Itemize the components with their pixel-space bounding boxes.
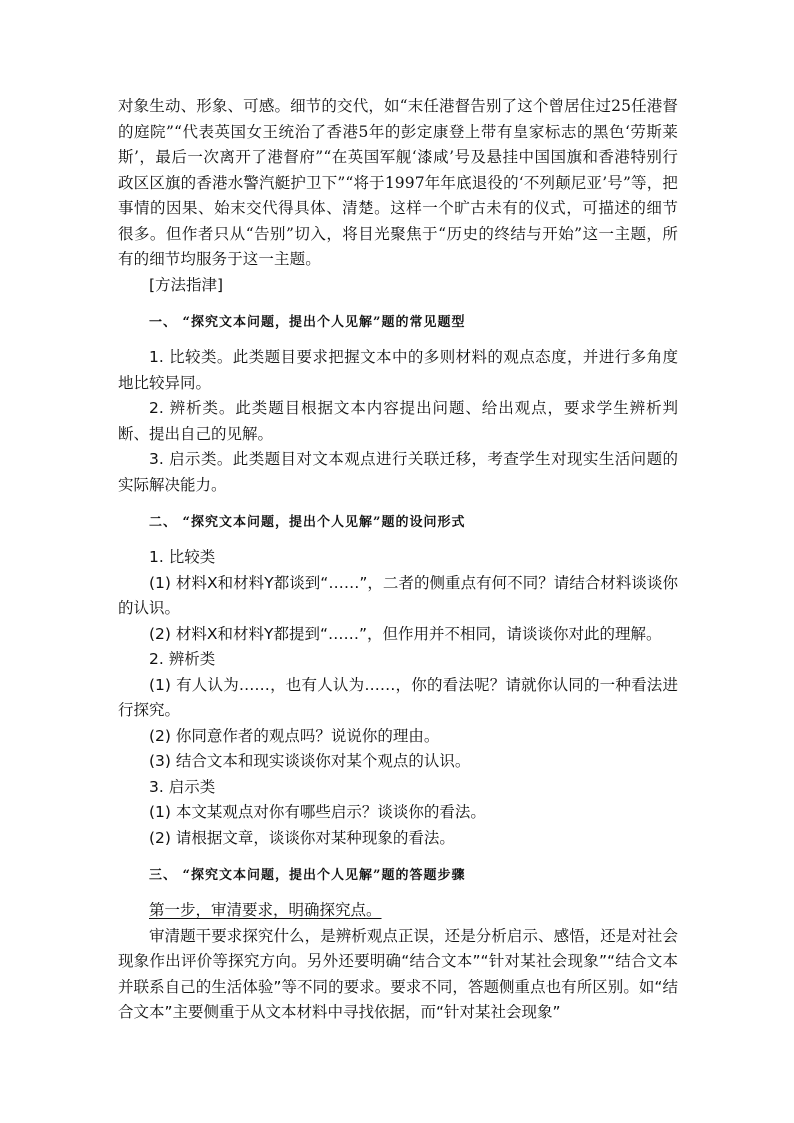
section2-line: (1) 材料X和材料Y都谈到“……”，二者的侧重点有何不同？请结合材料谈谈你的认识。 [118, 573, 678, 617]
document-content [118, 94, 678, 1026]
section2-line: (2) 请根据文章，谈谈你对某种现象的看法。 [149, 828, 455, 847]
section1-item-2: 2. 辨析类。此类题目根据文本内容提出问题、给出观点，要求学生辨析判断、提出自己的见解。 [118, 399, 678, 443]
section-heading-3: 三、 “探究文本问题，提出个人见解”题的答题步骤 [149, 868, 466, 883]
section2-line: (2) 你同意作者的观点吗？说说你的理由。 [149, 726, 440, 745]
section2-line: (1) 有人认为……，也有人认为……，你的看法呢？请就你认同的一种看法进行探究。 [118, 675, 678, 719]
section-heading-1: 一、 “探究文本问题，提出个人见解”题的常见题型 [149, 315, 466, 330]
section-heading-2: 二、 “探究文本问题，提出个人见解”题的设问形式 [149, 515, 466, 530]
section2-line: (3) 结合文本和现实谈谈你对某个观点的认识。 [149, 752, 471, 770]
section3-body: 审清题干要求探究什么，是辨析观点正误，还是分析启示、感悟，还是对社会现象作出评价等探究方向。另外还要明确“结合文本”“针对某社会现象”“结合文本并联系自己的生活体验”等不同的要求。要求不同，答题侧重点也有所区别。如“结合文本”主要侧重于从文本材料中寻找依据，而“针对某社会现象” [118, 926, 678, 1021]
section1-item-3: 3. 启示类。此类题目对文本观点进行关联迁移，考查学生对现实生活问题的实际解决能力。 [118, 450, 678, 494]
intro-paragraph: 对象生动、形象、可感。细节的交代，如“末任港督告别了这个曾居住过25任港督的庭院”“代表英国女王统治了香港5年的彭定康登上带有皇家标志的黑色‘劳斯莱斯’，最后一次离开了港督府”“在英国军舰‘漆咸’号及悬挂中国国旗和香港特别行政区区旗的香港水警汽艇护卫下”“将于1997年年底退役的‘不列颠尼亚’号”等，把事情的因果、始末交代得具体、清楚。这样一个旷古未有的仪式，可描述的细节很多。但作者只从“告别”切入，将目光聚焦于“历史的终结与开始”这一主题，所有的细节均服务于这一主题。 [118, 97, 678, 268]
section2-line: (2) 材料X和材料Y都提到“……”，但作用并不相同，请谈谈你对此的理解。 [149, 624, 662, 643]
section2-line: (1) 本文某观点对你有哪些启示？谈谈你的看法。 [149, 803, 486, 821]
section2-line: 1. 比较类 [149, 548, 216, 566]
step1-text: 第一步，审清要求，明确探究点。 [149, 901, 382, 919]
method-label: [方法指津] [149, 275, 224, 294]
section2-line: 3. 启示类 [149, 777, 216, 796]
step1-line [118, 898, 678, 924]
section1-item-1: 1. 比较类。此类题目要求把握文本中的多则材料的观点态度，并进行多角度地比较异同。 [118, 348, 678, 392]
section2-line: 2. 辨析类 [149, 650, 216, 668]
